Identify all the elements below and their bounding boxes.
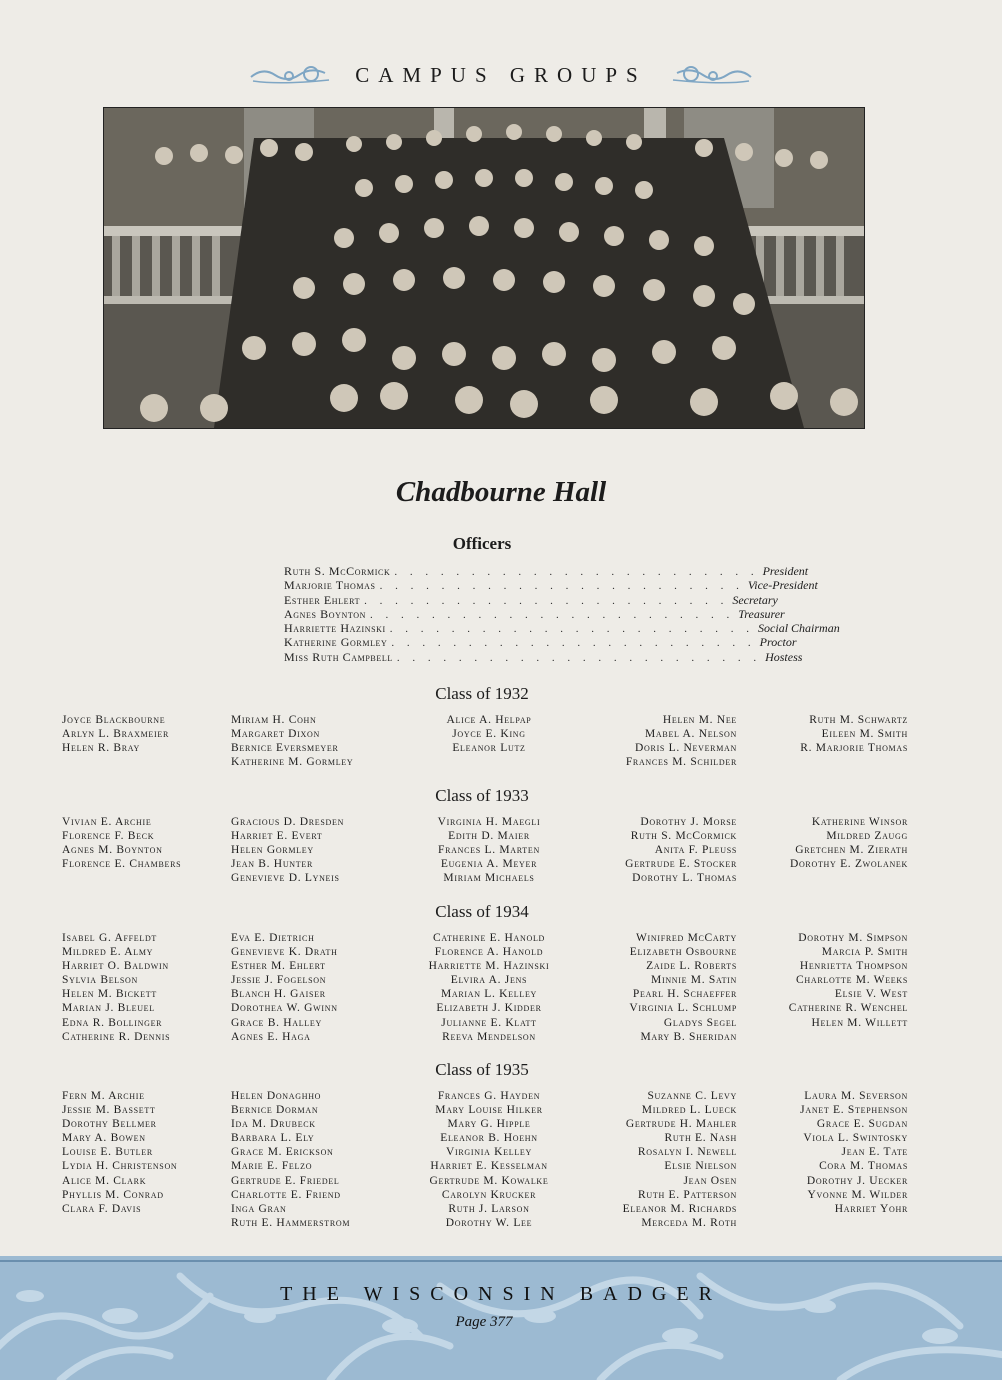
member-name: Gertrude M. Kowalke	[429, 1174, 549, 1187]
member-name: Dorothy W. Lee	[445, 1216, 533, 1229]
member-name: Catherine R. Wenchel	[788, 1002, 908, 1015]
member-name: Florence E. Chambers	[62, 858, 182, 871]
member-name: Ruth S. McCormick	[630, 830, 737, 843]
roster-column	[718, 713, 908, 755]
member-name: Agnes M. Boynton	[62, 844, 163, 857]
member-name: Elizabeth J. Kidder	[436, 1002, 542, 1015]
member-name: Mary G. Hipple	[447, 1118, 531, 1131]
member-name: Virginia Kelley	[446, 1146, 532, 1159]
section-title: CAMPUS GROUPS	[355, 62, 647, 87]
officer-row	[284, 606, 785, 621]
member-name: Frances G. Hayden	[437, 1090, 541, 1102]
dot-leader: . . . . . . . . . . . . . . . . . . . . . . . .	[379, 580, 744, 593]
class-heading-1933: Class of 1933	[435, 786, 529, 805]
member-name: Suzanne C. Levy	[647, 1090, 737, 1102]
member-name: Alice A. Helpap	[446, 714, 532, 726]
roster-column	[62, 815, 252, 871]
member-name: Dorothy E. Zwolanek	[789, 858, 908, 871]
member-name: Edith D. Maier	[448, 830, 530, 843]
member-name: Alice M. Clark	[62, 1174, 147, 1187]
footer-title: THE WISCONSIN BADGER	[280, 1283, 722, 1305]
member-name: Zaide L. Roberts	[646, 960, 737, 973]
member-name: Katherine Winsor	[811, 816, 908, 828]
roster-column	[718, 815, 908, 871]
roster-column	[547, 713, 737, 769]
member-name: Grace E. Sugdan	[816, 1118, 908, 1131]
member-name: Mildred L. Lueck	[641, 1104, 737, 1117]
member-name: Gladys Segel	[663, 1016, 737, 1029]
officer-title: Hostess	[765, 649, 803, 664]
member-name: Minnie M. Satin	[651, 974, 737, 987]
member-name: Esther M. Ehlert	[231, 960, 326, 973]
member-name: Dorothy Bellmer	[62, 1118, 157, 1131]
member-name: Ida M. Drubeck	[231, 1118, 316, 1131]
member-name: Anita F. Pleuss	[654, 844, 737, 857]
member-name: Marcia P. Smith	[821, 946, 908, 959]
roster-column	[718, 1089, 908, 1216]
officer-name: Ruth S. McCormick	[284, 564, 391, 578]
member-name: Arlyn L. Braxmeier	[62, 728, 169, 741]
member-name: Janet E. Stephenson	[800, 1104, 908, 1117]
group-photo	[103, 107, 865, 429]
member-name: Gertrude E. Stocker	[625, 858, 737, 871]
member-name: Helen Gormley	[231, 844, 314, 857]
member-name: Frances L. Marten	[438, 844, 540, 857]
member-name: Phyllis M. Conrad	[62, 1188, 164, 1201]
member-name: Eleanor B. Hoehn	[440, 1132, 538, 1145]
member-name: Marian L. Kelley	[440, 988, 538, 1001]
dot-leader: . . . . . . . . . . . . . . . . . . . . . . . .	[370, 608, 735, 621]
member-name: Doris L. Neverman	[635, 742, 737, 755]
member-name: Harriette M. Hazinski	[428, 960, 550, 973]
member-name: Jessie M. Bassett	[62, 1104, 156, 1117]
dot-leader: . . . . . . . . . . . . . . . . . . . . . . . .	[391, 637, 756, 650]
member-name: Edna R. Bollinger	[62, 1016, 163, 1029]
member-name: Rosalyn I. Newell	[637, 1146, 737, 1159]
officer-row	[284, 649, 803, 664]
member-name: Ruth J. Larson	[448, 1202, 530, 1215]
roster-column	[231, 1089, 421, 1230]
member-name: Miriam H. Cohn	[231, 714, 317, 726]
member-name: Bernice Eversmeyer	[231, 742, 339, 755]
roster-column	[62, 931, 252, 1044]
group-photo-image	[104, 108, 864, 428]
officer-row	[284, 592, 778, 607]
member-name: Fern M. Archie	[62, 1090, 145, 1102]
member-name: Harriet Yohr	[834, 1202, 908, 1215]
member-name: Dorothy M. Simpson	[798, 932, 908, 944]
member-name: Harriet E. Evert	[231, 830, 323, 843]
member-name: Mildred Zaugg	[826, 830, 908, 843]
member-name: Helen R. Bray	[62, 742, 140, 755]
officer-title: Treasurer	[738, 606, 785, 621]
member-name: Dorothy L. Thomas	[632, 872, 737, 885]
member-name: Julianne E. Klatt	[441, 1016, 537, 1029]
member-name: Virginia H. Maegli	[437, 816, 541, 828]
member-name: Charlotte E. Friend	[231, 1188, 341, 1201]
left-scroll-ornament	[249, 63, 333, 87]
member-name: Dorothy J. Uecker	[806, 1174, 908, 1187]
officer-name: Esther Ehlert	[284, 592, 361, 607]
member-name: Jean E. Tate	[841, 1146, 908, 1159]
member-name: Henrietta Thompson	[799, 960, 908, 973]
member-name: Jean Osen	[683, 1174, 737, 1187]
officer-row	[284, 635, 797, 650]
member-name: Helen M. Bickett	[62, 988, 157, 1001]
class-heading-1934: Class of 1934	[435, 902, 529, 921]
member-name: Margaret Dixon	[231, 728, 320, 741]
officer-name: Marjorie Thomas	[284, 578, 376, 593]
member-name: Yvonne M. Wilder	[807, 1188, 908, 1201]
member-name: Mary Louise Hilker	[435, 1104, 543, 1117]
member-name: Eleanor Lutz	[452, 742, 526, 755]
member-name: Jean B. Hunter	[231, 858, 313, 871]
member-name: Lydia H. Christenson	[62, 1160, 178, 1173]
member-name: Laura M. Severson	[804, 1090, 908, 1102]
member-name: Gretchen M. Zierath	[795, 844, 908, 857]
member-name: Winifred McCarty	[635, 932, 737, 944]
roster-column	[62, 713, 252, 755]
member-name: Katherine M. Gormley	[231, 756, 354, 769]
member-name: Carolyn Krucker	[441, 1188, 537, 1201]
member-name: Elvira A. Jens	[450, 974, 528, 987]
page-number: Page 377	[455, 1314, 513, 1330]
officer-title: Social Chairman	[758, 621, 840, 636]
officer-title: Secretary	[732, 592, 778, 607]
roster-column	[547, 931, 737, 1044]
officer-name: Katherine Gormley	[284, 635, 388, 650]
member-name: Elsie Nielson	[664, 1160, 737, 1173]
roster-column	[718, 931, 908, 1030]
member-name: Inga Gran	[231, 1202, 287, 1215]
member-name: Merceda M. Roth	[641, 1216, 737, 1229]
page-footer	[0, 1256, 1002, 1380]
right-scroll-ornament	[669, 63, 753, 87]
member-name: Blanch H. Gaiser	[231, 988, 326, 1001]
member-name: Harriet E. Kesselman	[430, 1160, 548, 1173]
member-name: Isabel G. Affeldt	[62, 932, 158, 944]
member-name: Louise E. Butler	[62, 1146, 153, 1159]
member-name: Ruth E. Nash	[664, 1132, 737, 1145]
officer-row	[284, 564, 809, 578]
officer-title: Vice-President	[747, 578, 818, 593]
member-name: Eugenia A. Meyer	[440, 858, 538, 871]
roster-column	[62, 1089, 252, 1216]
class-heading-1935: Class of 1935	[435, 1060, 529, 1079]
member-name: Gertrude E. Friedel	[231, 1174, 340, 1187]
member-name: Marie E. Felzo	[231, 1160, 313, 1173]
officer-name: Harriette Hazinski	[284, 621, 386, 636]
roster-column	[231, 815, 421, 885]
hall-title: Chadbourne Hall	[395, 476, 607, 508]
dot-leader: . . . . . . . . . . . . . . . . . . . . . . . .	[394, 566, 759, 578]
member-name: Florence A. Hanold	[434, 946, 544, 959]
dot-leader: . . . . . . . . . . . . . . . . . . . . . . . .	[364, 594, 729, 607]
roster-column	[231, 931, 421, 1044]
member-name: Eileen M. Smith	[821, 728, 908, 741]
member-name: Gertrude H. Mahler	[625, 1118, 737, 1131]
member-name: Mary A. Bowen	[62, 1132, 146, 1145]
member-name: Ruth M. Schwartz	[809, 714, 908, 726]
member-name: R. Marjorie Thomas	[800, 742, 908, 755]
member-name: Reeva Mendelson	[442, 1030, 536, 1043]
member-name: Barbara L. Ely	[231, 1132, 315, 1145]
member-name: Charlotte M. Weeks	[796, 974, 908, 987]
footer-rule	[0, 1260, 1002, 1262]
member-name: Cora M. Thomas	[819, 1160, 908, 1173]
page-header	[0, 58, 1002, 92]
member-name: Clara F. Davis	[62, 1202, 142, 1215]
member-name: Jessie J. Fogelson	[231, 974, 327, 987]
member-name: Pearl H. Schaeffer	[632, 988, 737, 1001]
officer-row	[284, 621, 840, 636]
roster-column	[547, 815, 737, 885]
roster-column	[231, 713, 421, 769]
member-name: Ruth E. Patterson	[638, 1188, 737, 1201]
member-name: Frances M. Schilder	[625, 756, 737, 769]
member-name: Florence F. Beck	[62, 830, 155, 843]
member-name: Eva E. Dietrich	[231, 932, 315, 944]
member-name: Catherine R. Dennis	[62, 1030, 171, 1043]
member-name: Elizabeth Osbourne	[629, 946, 737, 959]
member-name: Viola L. Swintosky	[803, 1132, 908, 1145]
member-name: Virginia L. Schlump	[629, 1002, 737, 1015]
class-heading-1932: Class of 1932	[435, 684, 529, 703]
member-name: Dorothea W. Gwinn	[231, 1002, 338, 1015]
officer-name: Miss Ruth Campbell	[284, 649, 393, 664]
member-name: Miriam Michaels	[443, 872, 535, 885]
member-name: Mabel A. Nelson	[645, 728, 737, 741]
member-name: Ruth E. Hammerstrom	[231, 1216, 351, 1229]
member-name: Vivian E. Archie	[62, 816, 152, 828]
member-name: Bernice Dorman	[231, 1104, 319, 1117]
officer-row	[284, 578, 818, 593]
member-name: Catherine E. Hanold	[432, 932, 546, 944]
member-name: Agnes E. Haga	[231, 1030, 311, 1043]
dot-leader: . . . . . . . . . . . . . . . . . . . . . . . .	[389, 623, 755, 636]
member-name: Genevieve K. Drath	[231, 946, 338, 959]
member-name: Dorothy J. Morse	[640, 816, 737, 828]
member-name: Grace B. Halley	[231, 1016, 322, 1029]
member-name: Mary B. Sheridan	[640, 1030, 737, 1043]
member-name: Sylvia Belson	[62, 974, 138, 987]
member-name: Helen M. Nee	[662, 714, 737, 726]
member-name: Harriet O. Baldwin	[62, 960, 169, 973]
member-name: Joyce Blackbourne	[62, 714, 166, 726]
member-name: Mildred E. Almy	[62, 946, 154, 959]
member-name: Helen Donaghho	[231, 1090, 322, 1102]
officer-name: Agnes Boynton	[284, 606, 366, 621]
member-name: Grace M. Erickson	[231, 1146, 334, 1159]
officer-title: President	[762, 564, 809, 578]
member-name: Gracious D. Dresden	[231, 816, 345, 828]
member-name: Joyce E. King	[452, 728, 526, 741]
member-name: Marian J. Bleuel	[62, 1002, 155, 1015]
member-name: Eleanor M. Richards	[622, 1202, 737, 1215]
roster-column	[547, 1089, 737, 1230]
member-name: Elsie V. West	[834, 988, 908, 1001]
member-name: Genevieve D. Lyneis	[231, 872, 340, 885]
member-name: Helen M. Willett	[811, 1016, 908, 1029]
dot-leader: . . . . . . . . . . . . . . . . . . . . . . . .	[396, 651, 762, 664]
officer-title: Proctor	[759, 635, 797, 650]
officers-list	[284, 564, 840, 664]
officers-heading: Officers	[452, 534, 512, 553]
